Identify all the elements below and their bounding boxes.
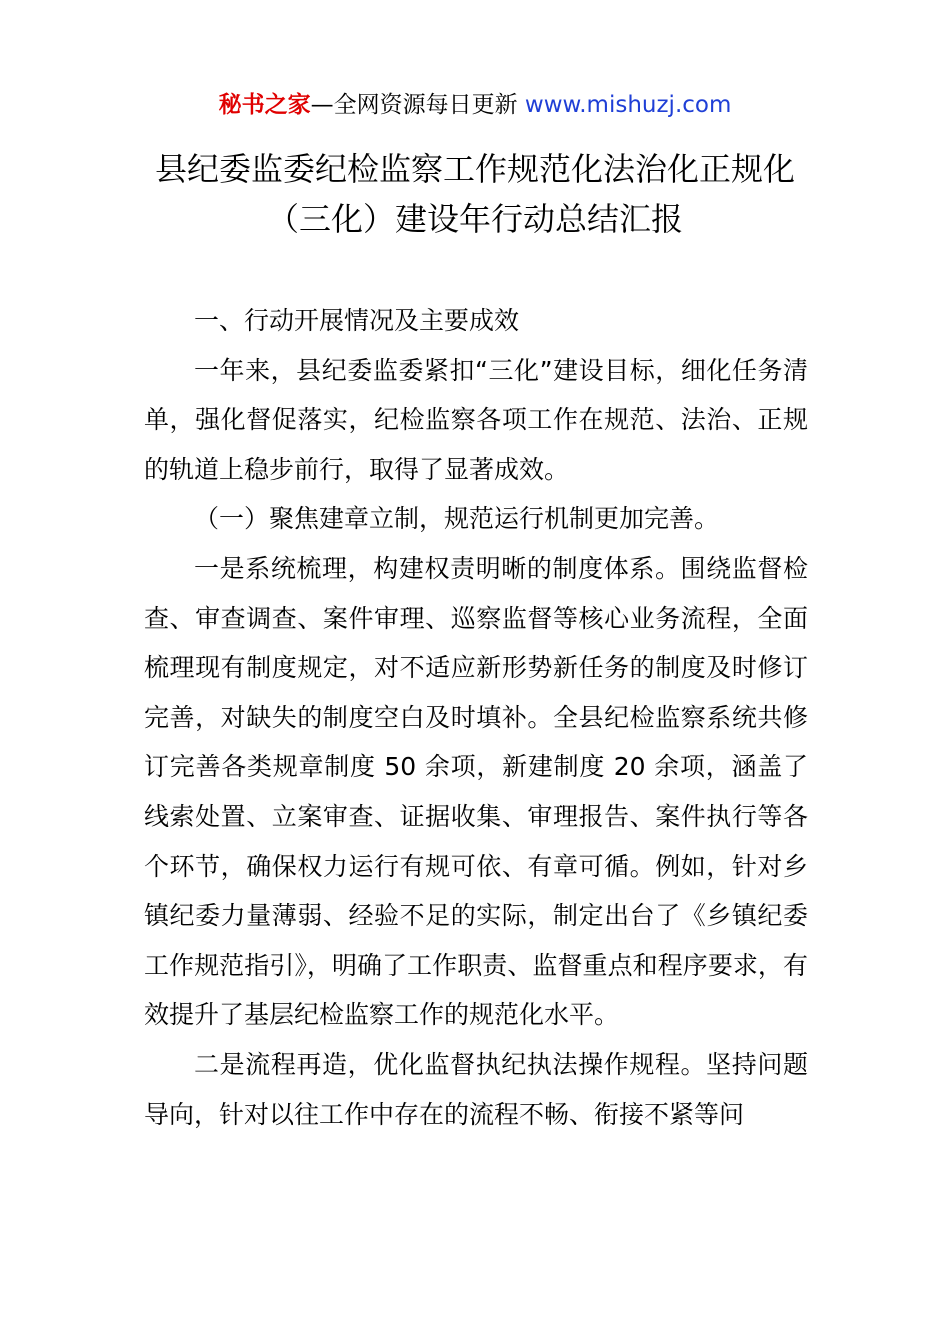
paragraph-intro: 一年来，县纪委监委紧扣“三化”建设目标，细化任务清单，强化督促落实，纪检监察各项工作在规范、法治、正规的轨道上稳步前行，取得了显著成效。 bbox=[144, 355, 808, 484]
header-tagline: —全网资源每日更新 bbox=[310, 92, 525, 118]
section-heading: 一、行动开展情况及主要成效 bbox=[194, 306, 520, 335]
document-body bbox=[144, 296, 808, 1139]
site-url-link[interactable]: www.mishuzj.com bbox=[524, 92, 732, 118]
document-title-line-1: 县纪委监委纪检监察工作规范化法治化正规化 bbox=[154, 150, 795, 188]
paragraph-point-one: 一是系统梳理，构建权责明晰的制度体系。围绕监督检查、审查调查、案件审理、巡察监督等核心业务流程，全面梳理现有制度规定，对不适应新形势新任务的制度及时修订完善，对缺失的制度空白及时填补。全县纪检监察系统共修订完善各类规章制度 50 余项，新建制度 20 余项，涵盖了线索处置、立案审查、证据收集、审理报告、案件执行等各个环节，确保权力运行有规可依、有章可循。例如，针对乡镇纪委力量薄弱、经验不足的实际，制定出台了《乡镇纪委工作规范指引》，明确了工作职责、监督重点和程序要求，有效提升了基层纪检监察工作的规范化水平。 bbox=[144, 553, 808, 1030]
paragraph-point-two: 二是流程再造，优化监督执纪执法操作规程。坚持问题导向，针对以往工作中存在的流程不畅、衔接不紧等问 bbox=[144, 1049, 808, 1129]
brand-name: 秘书之家 bbox=[218, 92, 311, 118]
document-title bbox=[120, 144, 830, 244]
subsection-heading: （一）聚焦建章立制，规范运行机制更加完善。 bbox=[194, 504, 720, 534]
site-header bbox=[0, 88, 950, 122]
document-title-line-2: （三化）建设年行动总结汇报 bbox=[266, 200, 683, 238]
